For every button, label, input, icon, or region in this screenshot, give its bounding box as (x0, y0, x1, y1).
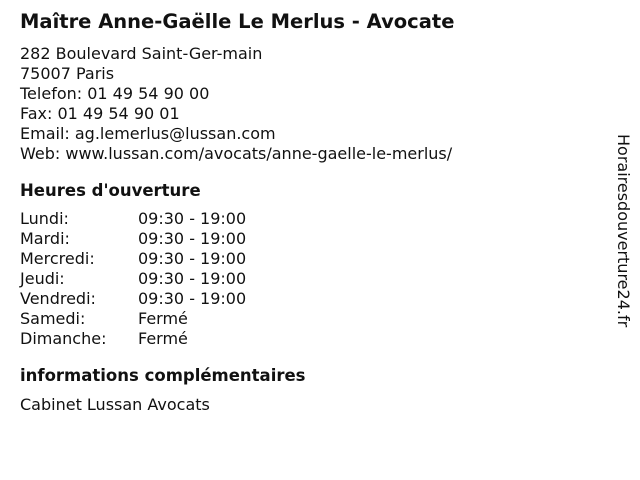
opening-hours-heading: Heures d'ouverture (20, 181, 201, 200)
hours-value: Fermé (138, 309, 188, 328)
day-label: Mercredi: (20, 249, 95, 268)
day-label: Lundi: (20, 209, 69, 228)
hours-row-monday (20, 209, 610, 229)
hours-row-friday (20, 289, 610, 309)
hours-row-wednesday (20, 249, 610, 269)
opening-hours-list (20, 209, 610, 349)
hours-value: 09:30 - 19:00 (138, 249, 247, 268)
phone-number: Telefon: 01 49 54 90 00 (20, 84, 210, 103)
additional-info-heading: informations complémentaires (20, 366, 306, 385)
hours-value: 09:30 - 19:00 (138, 269, 247, 288)
day-label: Jeudi: (20, 269, 65, 288)
street-address: 282 Boulevard Saint-Ger-main (20, 44, 263, 63)
hours-row-tuesday (20, 229, 610, 249)
email-address: Email: ag.lemerlus@lussan.com (20, 124, 276, 143)
city-address: 75007 Paris (20, 64, 115, 83)
day-label: Mardi: (20, 229, 70, 248)
hours-value: 09:30 - 19:00 (138, 229, 247, 248)
day-label: Vendredi: (20, 289, 96, 308)
page-title: Maître Anne-Gaëlle Le Merlus - Avocate (20, 10, 455, 33)
fax-number: Fax: 01 49 54 90 01 (20, 104, 180, 123)
hours-value: Fermé (138, 329, 188, 348)
day-label: Dimanche: (20, 329, 107, 348)
site-watermark: Horairesdouverture24.fr (614, 134, 633, 328)
hours-row-sunday (20, 329, 610, 349)
hours-value: 09:30 - 19:00 (138, 209, 247, 228)
additional-info-text: Cabinet Lussan Avocats (20, 395, 210, 414)
contact-block (20, 44, 610, 164)
business-card (20, 9, 610, 415)
website-url: Web: www.lussan.com/avocats/anne-gaelle-le-merlus/ (20, 144, 453, 163)
day-label: Samedi: (20, 309, 86, 328)
hours-value: 09:30 - 19:00 (138, 289, 247, 308)
hours-row-thursday (20, 269, 610, 289)
hours-row-saturday (20, 309, 610, 329)
